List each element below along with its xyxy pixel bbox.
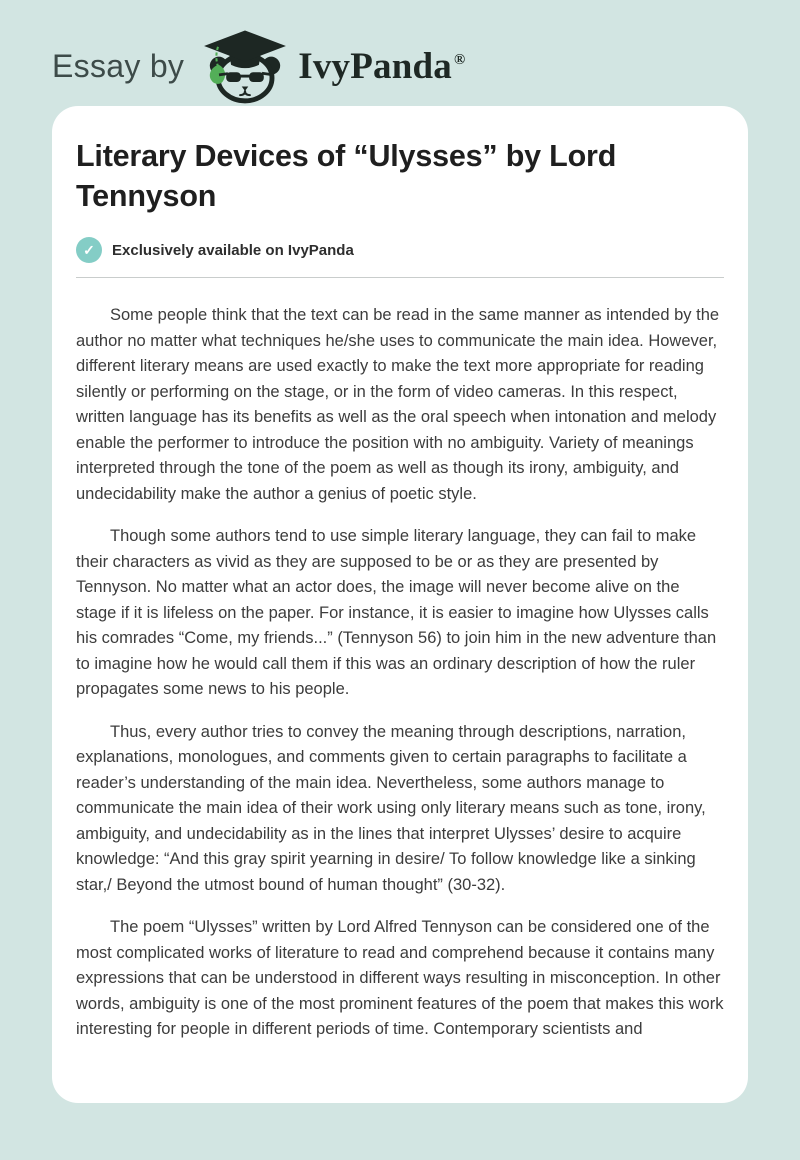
exclusive-badge-label: Exclusively available on IvyPanda — [112, 241, 354, 259]
essay-paragraph-4: The poem “Ulysses” written by Lord Alfred Tennyson can be considered one of the most complicated works of literature to read and comprehend because it contains many expressions that can be understood in different ways resulting in misconception. In other words, ambiguity is one of the most prominent features of the poem that makes this work interesting for people in different periods of time. Contemporary scientists and — [76, 918, 724, 1038]
registered-mark: ® — [454, 51, 466, 68]
ivypanda-panda-logo-icon — [200, 27, 290, 106]
essay-paragraph-2: Though some authors tend to use simple literary language, they can fail to make their characters as vivid as they are supposed to be or as they are presented by Tennyson. No matter what an actor does, the image will never become alive on the stage if it is lifeless on the paper. For instance, it is easier to imagine how Ulysses calls his comrades “Come, my friends...” (Tennyson 56) to join him in the new adventure than to imagine how he would call them if this was an ordinary description of how the ruler propagates some news to his people. — [76, 527, 717, 698]
exclusive-badge — [76, 237, 724, 263]
site-header — [52, 0, 748, 106]
essay-paragraph-1: Some people think that the text can be read in the same manner as intended by the author no matter what techniques he/she uses to communicate the main idea. However, different literary means are used exactly to make the text more appropriate for reading silently or performing on the stage, or in the form of video cameras. In this respect, written language has its benefits as well as the oral speech when intonation and melody enable the performer to introduce the position with no ambiguity. Variety of meanings interpreted through the tone of the poem as well as though its irony, ambiguity, and undecidability make the author a genius of poetic style. — [76, 306, 720, 503]
essay-body — [76, 278, 724, 1043]
essay-paragraph-3: Thus, every author tries to convey the meaning through descriptions, narration, explanations, monologues, and comments given to certain paragraphs to facilitate a reader’s understanding of the main idea. Nevertheless, some authors manage to communicate the main idea of their work using only literary means such as tone, irony, ambiguity, and undecidability as in the lines that interpret Ulysses’ desire to acquire knowledge: “And this gray spirit yearning in desire/ To follow knowledge like a sinking star,/ Beyond the utmost bound of human thought” (30-32). — [76, 722, 706, 894]
essay-title: Literary Devices of “Ulysses” by Lord Tennyson — [76, 139, 617, 213]
brand-name — [298, 45, 466, 88]
essay-by-label: Essay by — [52, 47, 185, 84]
brand-wordmark: IvyPanda — [298, 45, 452, 87]
essay-card — [52, 106, 748, 1103]
check-icon: ✓ — [76, 237, 102, 263]
